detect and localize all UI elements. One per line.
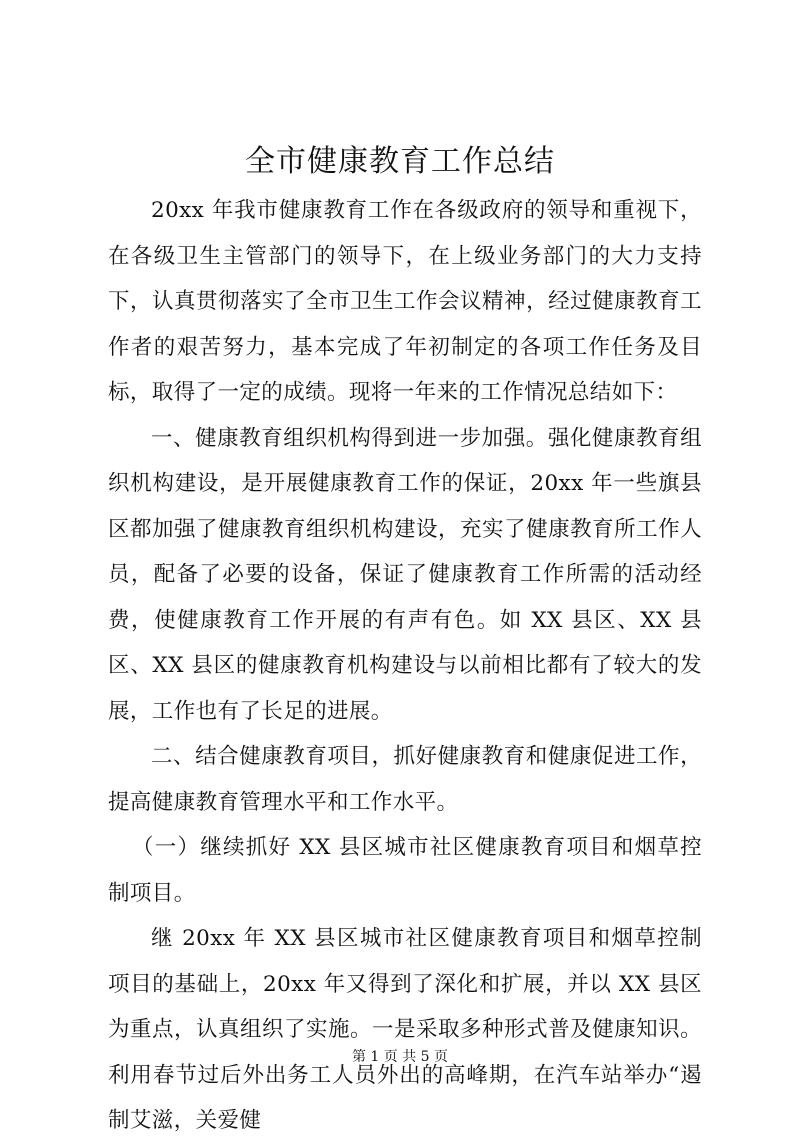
paragraph-section-1: 一、健康教育组织机构得到进一步加强。强化健康教育组织机构建设，是开展健康教育工作的保证，20xx 年一些旗县区都加强了健康教育组织机构建设，充实了健康教育所工作人员，配备了必要的设备，保证了健康教育工作所需的活动经费，使健康教育工作开展的有声有色。如 XX 县区、XX 县区、XX 县区的健康教育机构建设与以前相比都有了较大的发展，工作也有了长足的进展。 bbox=[108, 425, 702, 724]
document-body bbox=[108, 188, 702, 1144]
document-title: 全市健康教育工作总结 bbox=[245, 144, 555, 179]
paragraph-subsection-1: （一）继续抓好 XX 县区城市社区健康教育项目和烟草控制项目。 bbox=[108, 835, 702, 906]
paragraph-intro: 20xx 年我市健康教育工作在各级政府的领导和重视下，在各级卫生主管部门的领导下，在上级业务部门的大力支持下，认真贯彻落实了全市卫生工作会议精神，经过健康教育工作者的艰苦努力，基本完成了年初制定的各项工作任务及目标，取得了一定的成绩。现将一年来的工作情况总结如下： bbox=[108, 198, 702, 405]
paragraph-section-2: 二、结合健康教育项目，抓好健康教育和健康促进工作，提高健康教育管理水平和工作水平。 bbox=[108, 744, 702, 815]
paragraph-subsection-1-body: 继 20xx 年 XX 县区城市社区健康教育项目和烟草控制项目的基础上，20xx 年又得到了深化和扩展，并以 XX 县区为重点，认真组织了实施。一是采取多种形式普及健康知识。利用春节过后外出务工人员外出的高峰期，在汽车站举办“遏制艾滋，关爱健 bbox=[108, 926, 702, 1133]
page-footer: 第 1 页 共 5 页 bbox=[351, 1049, 449, 1065]
